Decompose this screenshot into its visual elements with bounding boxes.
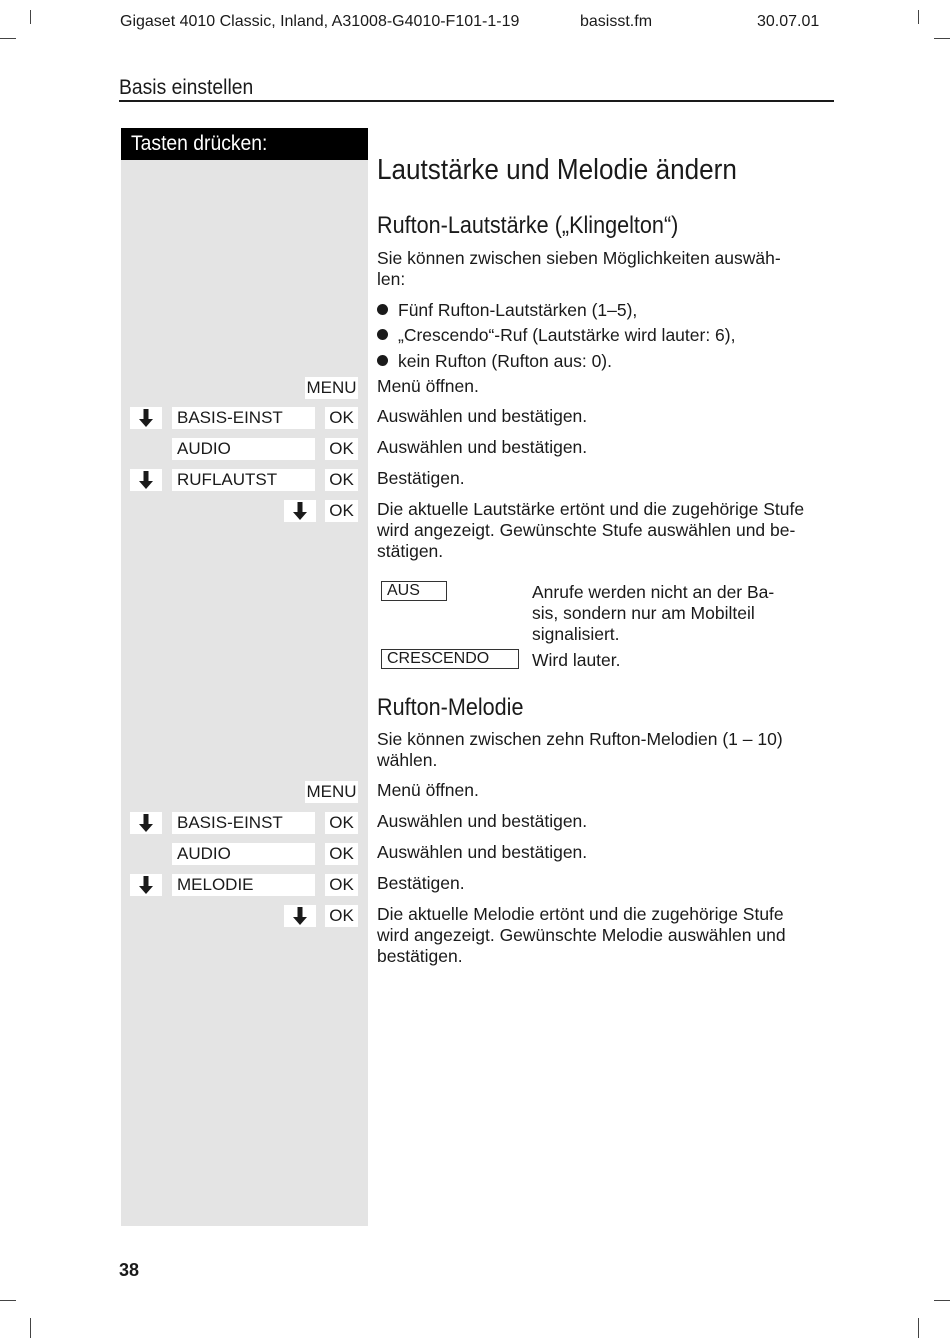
ok-key[interactable]: OK bbox=[325, 500, 358, 522]
option-crescendo-label: CRESCENDO bbox=[381, 649, 519, 669]
option-desc: Wird lauter. bbox=[532, 650, 621, 670]
step-text: bestätigen. bbox=[377, 946, 463, 966]
step-text: wird angezeigt. Gewünschte Stufe auswählen und be- bbox=[377, 520, 796, 540]
down-arrow-icon[interactable] bbox=[130, 407, 162, 429]
header-date: 30.07.01 bbox=[757, 13, 820, 30]
bullet-text: kein Rufton (Rufton aus: 0). bbox=[398, 351, 612, 371]
step-text: Auswählen und bestätigen. bbox=[377, 811, 588, 831]
volume-subheading: Rufton-Lautstärke („Klingelton“) bbox=[377, 212, 679, 239]
display-audio: AUDIO bbox=[172, 843, 315, 865]
bullet-icon bbox=[377, 304, 388, 315]
ok-key[interactable]: OK bbox=[325, 843, 358, 865]
bullet-icon bbox=[377, 355, 388, 366]
bullet-item bbox=[377, 300, 637, 321]
header-doc-ref: Gigaset 4010 Classic, Inland, A31008-G4010-F101-1-19 bbox=[120, 13, 520, 30]
crop-mark bbox=[918, 10, 919, 24]
ok-key[interactable]: OK bbox=[325, 469, 358, 491]
down-arrow-icon[interactable] bbox=[130, 812, 162, 834]
section-title: Basis einstellen bbox=[119, 76, 254, 99]
bullet-text: Fünf Rufton-Lautstärken (1–5), bbox=[398, 300, 638, 320]
down-arrow-icon[interactable] bbox=[130, 469, 162, 491]
crop-mark bbox=[30, 10, 31, 24]
crop-mark bbox=[934, 1300, 950, 1301]
step-text: Die aktuelle Lautstärke ertönt und die zugehörige Stufe bbox=[377, 499, 805, 519]
display-audio: AUDIO bbox=[172, 438, 315, 460]
ok-key[interactable]: OK bbox=[325, 438, 358, 460]
key-column-title bbox=[121, 128, 368, 160]
step-text: Bestätigen. bbox=[377, 468, 465, 488]
step-text: wird angezeigt. Gewünschte Melodie auswählen und bbox=[377, 925, 786, 945]
step-text: Auswählen und bestätigen. bbox=[377, 406, 588, 426]
header-rule bbox=[119, 100, 834, 102]
display-melodie: MELODIE bbox=[172, 874, 315, 896]
ok-key[interactable]: OK bbox=[325, 812, 358, 834]
key-column-title-text: Tasten drücken: bbox=[131, 132, 268, 155]
option-desc: Anrufe werden nicht an der Ba- bbox=[532, 582, 775, 602]
key-column bbox=[121, 128, 368, 1226]
melody-intro-line: Sie können zwischen zehn Rufton-Melodien (1 – 10) bbox=[377, 729, 783, 749]
crop-mark bbox=[30, 1318, 31, 1338]
step-text: Bestätigen. bbox=[377, 873, 465, 893]
ok-key[interactable]: OK bbox=[325, 905, 358, 927]
step-text: Menü öffnen. bbox=[377, 780, 479, 800]
page-heading: Lautstärke und Melodie ändern bbox=[377, 154, 737, 186]
crop-mark bbox=[0, 1300, 16, 1301]
melody-subheading: Rufton-Melodie bbox=[377, 694, 524, 721]
melody-intro-line: wählen. bbox=[377, 750, 438, 770]
volume-intro-line: len: bbox=[377, 269, 406, 289]
down-arrow-icon[interactable] bbox=[130, 874, 162, 896]
display-basis-einst: BASIS-EINST bbox=[172, 812, 315, 834]
option-desc: sis, sondern nur am Mobilteil bbox=[532, 603, 755, 623]
crop-mark bbox=[934, 38, 950, 39]
menu-key[interactable]: MENU bbox=[306, 378, 357, 397]
bullet-item bbox=[377, 351, 612, 372]
crop-mark bbox=[0, 38, 16, 39]
page-number: 38 bbox=[119, 1260, 140, 1280]
step-text: Die aktuelle Melodie ertönt und die zugehörige Stufe bbox=[377, 904, 784, 924]
step-text: stätigen. bbox=[377, 541, 444, 561]
ok-key[interactable]: OK bbox=[325, 874, 358, 896]
volume-intro-line: Sie können zwischen sieben Möglichkeiten auswäh- bbox=[377, 248, 781, 268]
ok-key[interactable]: OK bbox=[325, 407, 358, 429]
option-aus-label: AUS bbox=[381, 581, 447, 601]
menu-key[interactable]: MENU bbox=[306, 782, 357, 801]
down-arrow-icon[interactable] bbox=[284, 905, 316, 927]
bullet-text: „Crescendo“-Ruf (Lautstärke wird lauter: 6), bbox=[398, 325, 736, 345]
display-ruflautst: RUFLAUTST bbox=[172, 469, 315, 491]
header-file: basisst.fm bbox=[580, 13, 653, 30]
down-arrow-icon[interactable] bbox=[284, 500, 316, 522]
step-text: Auswählen und bestätigen. bbox=[377, 842, 588, 862]
step-text: Menü öffnen. bbox=[377, 376, 479, 396]
option-desc: signalisiert. bbox=[532, 624, 620, 644]
bullet-item bbox=[377, 325, 735, 346]
crop-mark bbox=[918, 1318, 919, 1338]
bullet-icon bbox=[377, 329, 388, 340]
display-basis-einst: BASIS-EINST bbox=[172, 407, 315, 429]
step-text: Auswählen und bestätigen. bbox=[377, 437, 588, 457]
